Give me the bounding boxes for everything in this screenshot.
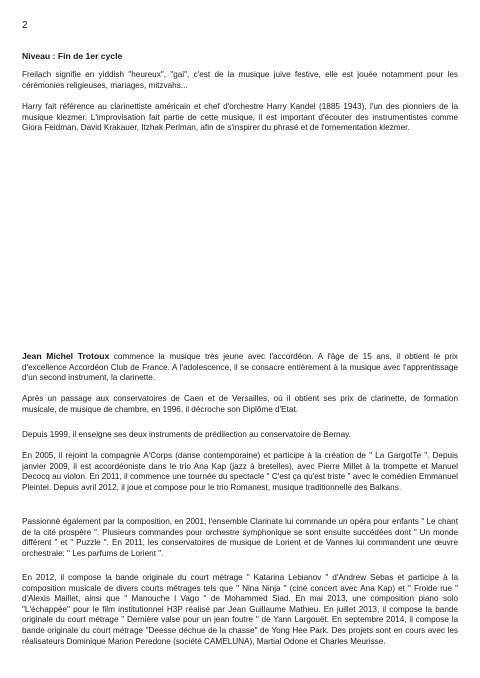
intro-paragraph-harry: Harry fait référence au clarinettiste américain et chef d'orchestre Harry Kandel (1885 1943), l'un des pionniers de la musique klezmer. L'improvisation fait partie de cette musique, il est important d'écouter des instrumentistes comme Giora Feidman, David Krakauer, Itzhak Perlman, afin de s'inspirer du phrasé et de l'ornementation klezmer. — [22, 102, 458, 133]
bio-paragraph-films: En 2012, il compose la bande originale du court métrage " Katarina Lebianov " d'Andrew Sebas et participe à la composition musicale de divers courts métrages tels que " Nina Ninja " (ciné concert avec Ana Kap) et " Froide rue " d'Alexis Maillet, ainsi que " Manouche l Vago " de Mohammed Siad. En mai 2013, une composition piano solo "L'échappée" pour le film institutionnel H3P réalisé par Jean Guillaume Mathieu. En juillet 2013, il compose la bande originale du court métrage " Dernière valse pour un jean foutre " de Yann Largouët. En septembre 2014, il compose la bande originale du court métrage "Deesse déchue de la chasse" de Yong Hee Park. Des projets sont en cours avec les réalisateurs Dominique Marion Peredone (société CAMELUNA), Martial Odone et Charles Meurisse. — [22, 573, 458, 646]
intro-paragraph-freilach: Freilach signifie en yiddish "heureux", "gai", c'est de la musique juive festive, elle est jouée notamment pour les cérémonies religieuses, mariages, mitzvahs... — [22, 70, 458, 90]
bio-paragraph-intro — [22, 351, 458, 384]
bio-paragraph-studies: Après un passage aux conservatoires de Caen et de Versailles, où il obtient ses prix de clarinette, de formation musicale, de musique de chambre, en 1996, il décroche son Diplôme d'Etat. — [22, 394, 458, 414]
bio-paragraph-composition: Passionné également par la composition, en 2001, l'ensemble Clarinate lui commande un opéra pour enfants " Le chant de la cité prospère ". Plusieurs commandes pour orchestre symphonique se sont ensuite succédées dont " Un monde différent " et " Puzzle ". En 2011, les conservatoires de musique de Lorient et de Vannes lui commandent une œuvre orchestrale: " Les parfums de Lorient ". — [22, 517, 458, 558]
page-number: 2 — [22, 20, 28, 31]
bio-paragraph-career: En 2005, il rejoint la compagnie A'Corps (danse contemporaine) et participe à la création de " La GargotTe ". Depuis janvier 2009, il est accordéoniste dans le trio Ana Kap (jazz à bretelles), avec Pierre Millet à la trompette et Manuel Decocq au violon. En 2011, il commence une tournée du spectacle " C'est ça qu'est triste " avec le comédien Emmanuel Pleintel. Depuis avril 2012, il joue et compose pour le trio Romanest, musique traditionnelle des Balkans. — [22, 451, 458, 492]
level-heading: Niveau : Fin de 1er cycle — [22, 51, 123, 61]
bio-name: Jean Michel Trotoux — [22, 351, 110, 361]
bio-intro-text: commence la musique très jeune avec l'accordéon. A l'âge de 15 ans, il obtient le prix d'excellence Accordéon Club de France. A l'adolescence, il se consacre entièrement à la musique avec l'apprentissage d'un second instrument, la clarinette. — [22, 352, 458, 383]
bio-paragraph-teaching: Depuis 1999, il enseigne ses deux instruments de prédilection au conservatoire de Bernay. — [22, 430, 351, 439]
